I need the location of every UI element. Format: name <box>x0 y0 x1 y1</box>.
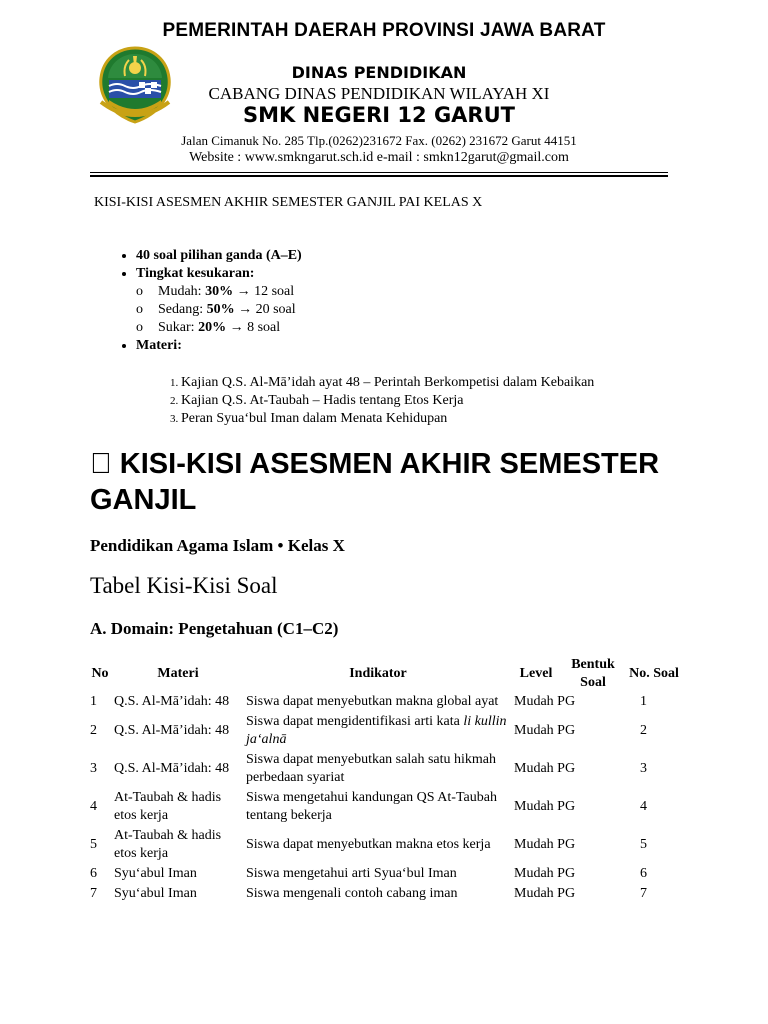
difficulty-percent: 20% <box>198 320 227 335</box>
difficulty-item <box>158 319 302 337</box>
cell-materi: Q.S. Al-Mā’idah: 48 <box>114 723 230 738</box>
difficulty-list <box>136 283 302 337</box>
main-heading: 􏰀 KISI-KISI ASESMEN AKHIR SEMESTER GANJIL <box>90 448 660 516</box>
list-item <box>136 265 302 337</box>
cell-bentuk: PG <box>557 723 576 738</box>
cell-level-bentuk <box>512 884 626 904</box>
cell-no: 6 <box>90 866 97 881</box>
cell-no-soal: 7 <box>640 886 647 901</box>
cell-level-bentuk <box>512 788 626 826</box>
cell-indikator: Siswa dapat menyebutkan salah satu hikmah perbedaan syariat <box>246 752 496 785</box>
table-header-row <box>88 656 682 692</box>
cell-indikator: Siswa dapat menyebutkan makna global ayat <box>246 694 499 709</box>
cell-no: 4 <box>90 799 97 814</box>
arrow-icon: → <box>233 284 255 299</box>
cell-materi: Syu‘abul Iman <box>114 866 197 881</box>
cell-materi: Q.S. Al-Mā’idah: 48 <box>114 761 230 776</box>
school-address: Jalan Cimanuk No. 285 Tlp.(0262)231672 Fax. (0262) 231672 Garut 44151 <box>181 133 577 148</box>
topic-item: 1. Kajian Q.S. Al-Mā’idah ayat 48 – Perintah Berkompetisi dalam Kebaikan <box>181 374 594 392</box>
cell-no-soal: 4 <box>640 799 647 814</box>
col-bentuk-soal: Bentuk Soal <box>571 657 615 690</box>
table-row <box>88 788 682 826</box>
cell-bentuk: PG <box>557 761 576 776</box>
cell-no-soal: 3 <box>640 761 647 776</box>
table-row <box>88 712 682 750</box>
list-item <box>136 247 302 265</box>
cell-level: Mudah <box>514 694 554 709</box>
school-contact: Website : www.smkngarut.sch.id e-mail : smkn12garut@gmail.com <box>189 150 569 165</box>
cell-indikator: Siswa mengetahui kandungan QS At-Taubah tentang bekerja <box>246 790 497 823</box>
table-row <box>88 692 682 712</box>
agency-name: DINAS PENDIDIKAN <box>291 63 467 82</box>
cell-bentuk: PG <box>557 837 576 852</box>
difficulty-count: 12 soal <box>254 284 295 299</box>
kisi-table <box>88 656 682 904</box>
letterhead-rule-thin <box>90 172 668 173</box>
cell-level: Mudah <box>514 837 554 852</box>
cell-bentuk: PG <box>557 799 576 814</box>
cell-no-soal: 2 <box>640 723 647 738</box>
summary-list <box>90 247 302 355</box>
cell-indikator: Siswa mengenali contoh cabang iman <box>246 886 458 901</box>
difficulty-percent: 50% <box>206 302 235 317</box>
table-row <box>88 884 682 904</box>
list-item <box>136 337 302 355</box>
difficulty-count: 8 soal <box>247 320 281 335</box>
subject-line: Pendidikan Agama Islam • Kelas X <box>90 536 345 555</box>
col-no-soal: No. Soal <box>629 666 679 681</box>
cell-indikator <box>244 712 512 750</box>
document-title: KISI-KISI ASESMEN AKHIR SEMESTER GANJIL PAI KELAS X <box>94 195 483 210</box>
difficulty-name: Mudah: <box>158 284 206 299</box>
table-heading: Tabel Kisi-Kisi Soal <box>90 573 278 598</box>
difficulty-item <box>158 283 302 301</box>
cell-indikator: Siswa mengetahui arti Syua‘bul Iman <box>246 866 457 881</box>
cell-indikator: Siswa dapat menyebutkan makna etos kerja <box>246 837 491 852</box>
cell-level-bentuk <box>512 826 626 864</box>
topic-item: 2. Kajian Q.S. At-Taubah – Hadis tentang Etos Kerja <box>181 392 594 410</box>
table-row <box>88 864 682 884</box>
difficulty-count: 20 soal <box>255 302 296 317</box>
col-materi: Materi <box>157 666 199 681</box>
difficulty-percent: 30% <box>205 284 234 299</box>
cell-materi: Syu‘abul Iman <box>114 886 197 901</box>
cell-level: Mudah <box>514 866 554 881</box>
cell-level: Mudah <box>514 723 554 738</box>
cell-level: Mudah <box>514 799 554 814</box>
materi-label: Materi: <box>136 338 182 353</box>
topic-item: 3. Peran Syua‘bul Iman dalam Menata Kehidupan <box>181 410 594 428</box>
question-count: 40 soal pilihan ganda (A–E) <box>136 248 302 263</box>
domain-heading: A. Domain: Pengetahuan (C1–C2) <box>90 619 339 638</box>
cell-level: Mudah <box>514 886 554 901</box>
table-row <box>88 826 682 864</box>
cell-materi: At-Taubah & hadis etos kerja <box>114 828 222 861</box>
cell-no-soal: 5 <box>640 837 647 852</box>
topic-list <box>136 374 594 428</box>
government-title: PEMERINTAH DAERAH PROVINSI JAWA BARAT <box>162 20 606 41</box>
cell-level-bentuk <box>512 692 626 712</box>
col-indikator: Indikator <box>349 666 407 681</box>
difficulty-item <box>158 301 302 319</box>
difficulty-name: Sedang: <box>158 302 207 317</box>
arrow-icon: → <box>226 320 248 335</box>
cell-level-bentuk <box>512 750 626 788</box>
difficulty-name: Sukar: <box>158 320 199 335</box>
cell-no: 2 <box>90 723 97 738</box>
cell-no: 7 <box>90 886 97 901</box>
cell-no: 1 <box>90 694 97 709</box>
arrow-icon: → <box>234 302 256 317</box>
indikator-text: Siswa dapat mengidentifikasi arti kata <box>246 714 464 729</box>
cell-bentuk: PG <box>557 886 576 901</box>
col-no: No <box>91 666 109 681</box>
table-row <box>88 750 682 788</box>
indikator-arabic-term: li kullin ja‘alnā <box>246 714 507 747</box>
cell-materi: At-Taubah & hadis etos kerja <box>114 790 222 823</box>
cell-no-soal: 1 <box>640 694 647 709</box>
cell-no: 5 <box>90 837 97 852</box>
cell-no-soal: 6 <box>640 866 647 881</box>
cell-materi: Q.S. Al-Mā’idah: 48 <box>114 694 230 709</box>
cell-bentuk: PG <box>557 866 576 881</box>
cell-level-bentuk <box>512 864 626 884</box>
col-level: Level <box>519 666 553 681</box>
branch-name: CABANG DINAS PENDIDIKAN WILAYAH XI <box>208 84 550 103</box>
letterhead-rule-thick <box>90 175 668 177</box>
difficulty-label: Tingkat kesukaran: <box>136 266 255 281</box>
cell-no: 3 <box>90 761 97 776</box>
school-name: SMK NEGERI 12 GARUT <box>243 103 515 127</box>
cell-level: Mudah <box>514 761 554 776</box>
cell-level-bentuk <box>512 712 626 750</box>
cell-bentuk: PG <box>557 694 576 709</box>
